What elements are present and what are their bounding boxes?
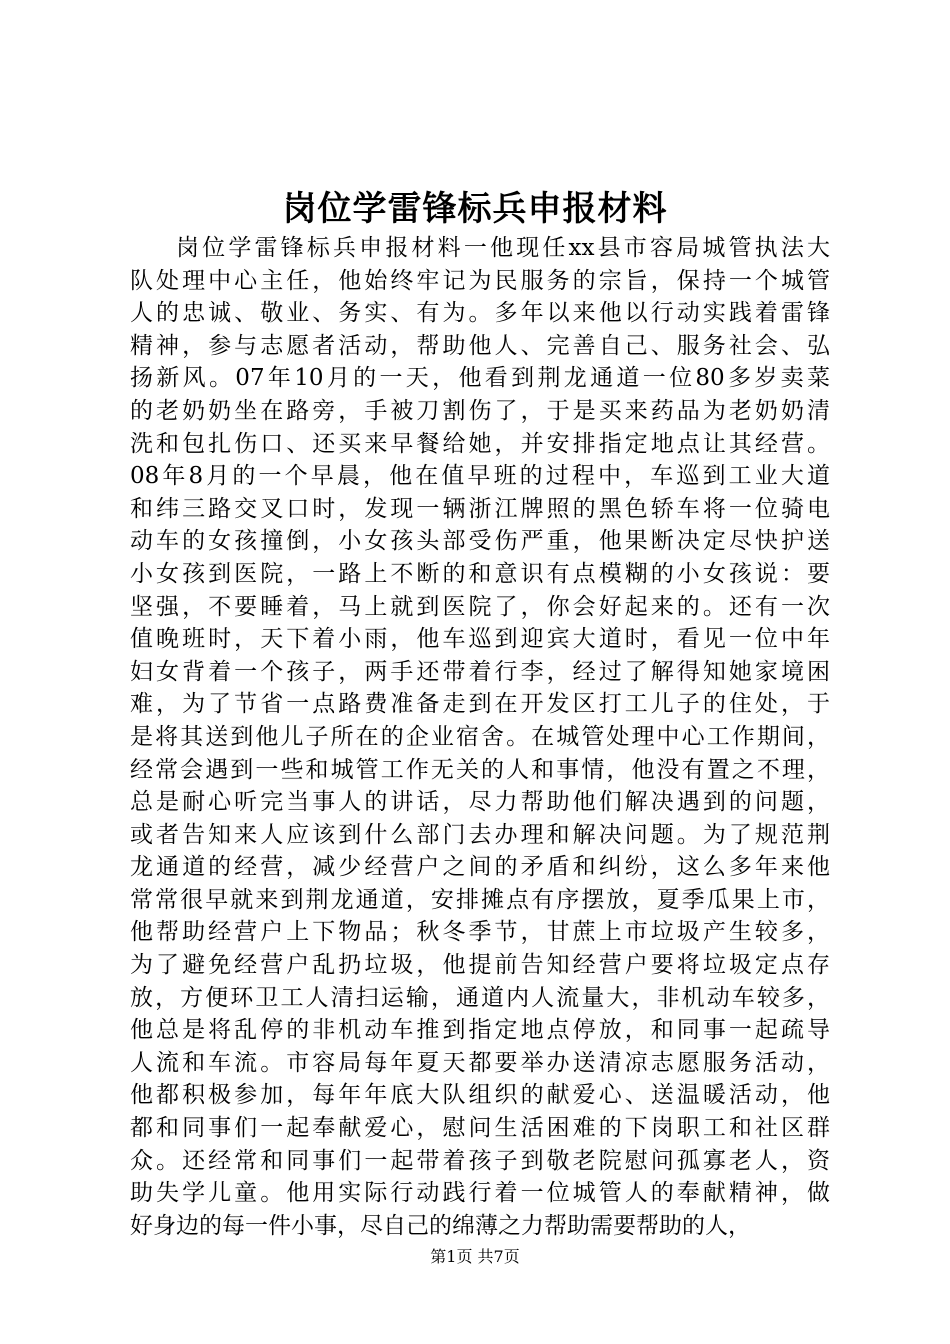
paragraph-line: 扬新风。07年10月的一天，他看到荆龙通道一位80多岁卖菜 bbox=[130, 365, 830, 392]
paragraph-line: 他总是将乱停的非机动车推到指定地点停放，和同事一起疏导 bbox=[130, 1017, 830, 1044]
document-title: 岗位学雷锋标兵申报材料 bbox=[282, 189, 668, 229]
paragraph-line: 人流和车流。市容局每年夏天都要举办送清凉志愿服务活动， bbox=[130, 1049, 830, 1076]
paragraph-line: 和纬三路交叉口时，发现一辆浙江牌照的黑色轿车将一位骑电 bbox=[130, 495, 830, 522]
paragraph-line: 都和同事们一起奉献爱心，慰问生活困难的下岗职工和社区群 bbox=[130, 1115, 830, 1142]
paragraph-line: 难，为了节省一点路费准备走到在开发区打工儿子的住处，于 bbox=[130, 691, 830, 718]
paragraph-line: 小女孩到医院，一路上不断的和意识有点模糊的小女孩说：要 bbox=[130, 560, 830, 587]
paragraph-line: 精神，参与志愿者活动，帮助他人、完善自己、服务社会、弘 bbox=[130, 332, 830, 359]
paragraph-line: 他帮助经营户上下物品；秋冬季节，甘蔗上市垃圾产生较多， bbox=[130, 919, 830, 946]
paragraph-line: 是将其送到他儿子所在的企业宿舍。在城管处理中心工作期间， bbox=[130, 723, 830, 750]
page-footer: 第1页 共7页 bbox=[430, 1247, 520, 1266]
paragraph-line: 常常很早就来到荆龙通道，安排摊点有序摆放，夏季瓜果上市， bbox=[130, 886, 830, 913]
paragraph-line: 坚强，不要睡着，马上就到医院了，你会好起来的。还有一次 bbox=[130, 593, 830, 620]
paragraph-line: 岗位学雷锋标兵申报材料一他现任xx县市容局城管执法大 bbox=[176, 235, 830, 261]
paragraph-line: 为了避免经营户乱扔垃圾，他提前告知经营户要将垃圾定点存 bbox=[130, 952, 830, 979]
paragraph-line: 好身边的每一件小事，尽自己的绵薄之力帮助需要帮助的人， bbox=[130, 1212, 751, 1239]
paragraph-line: 或者告知来人应该到什么部门去办理和解决问题。为了规范荆 bbox=[130, 821, 830, 848]
paragraph-line: 队处理中心主任，他始终牢记为民服务的宗旨，保持一个城管 bbox=[130, 267, 830, 294]
paragraph-line: 妇女背着一个孩子，两手还带着行李，经过了解得知她家境困 bbox=[130, 658, 830, 685]
paragraph-line: 他都积极参加，每年年底大队组织的献爱心、送温暖活动，他 bbox=[130, 1082, 830, 1109]
paragraph-line: 值晚班时，天下着小雨，他车巡到迎宾大道时，看见一位中年 bbox=[130, 626, 830, 653]
paragraph-line: 人的忠诚、敬业、务实、有为。多年以来他以行动实践着雷锋 bbox=[130, 300, 830, 327]
paragraph-line: 动车的女孩撞倒，小女孩头部受伤严重，他果断决定尽快护送 bbox=[130, 528, 830, 555]
paragraph-line: 08年8月的一个早晨，他在值早班的过程中，车巡到工业大道 bbox=[130, 463, 830, 490]
paragraph-line: 总是耐心听完当事人的讲话，尽力帮助他们解决遇到的问题， bbox=[130, 789, 830, 816]
paragraph-line: 龙通道的经营，减少经营户之间的矛盾和纠纷，这么多年来他 bbox=[130, 854, 830, 881]
paragraph-line: 经常会遇到一些和城管工作无关的人和事情，他没有置之不理， bbox=[130, 756, 830, 783]
paragraph-line: 众。还经常和同事们一起带着孩子到敬老院慰问孤寡老人，资 bbox=[130, 1147, 830, 1174]
paragraph-line: 放，方便环卫工人清扫运输，通道内人流量大，非机动车较多， bbox=[130, 984, 830, 1011]
paragraph-line: 洗和包扎伤口、还买来早餐给她，并安排指定地点让其经营。 bbox=[130, 430, 830, 457]
document-body bbox=[130, 232, 830, 1242]
paragraph-line: 的老奶奶坐在路旁，手被刀割伤了，于是买来药品为老奶奶清 bbox=[130, 397, 830, 424]
paragraph-line: 助失学儿童。他用实际行动践行着一位城管人的奉献精神，做 bbox=[130, 1180, 830, 1207]
